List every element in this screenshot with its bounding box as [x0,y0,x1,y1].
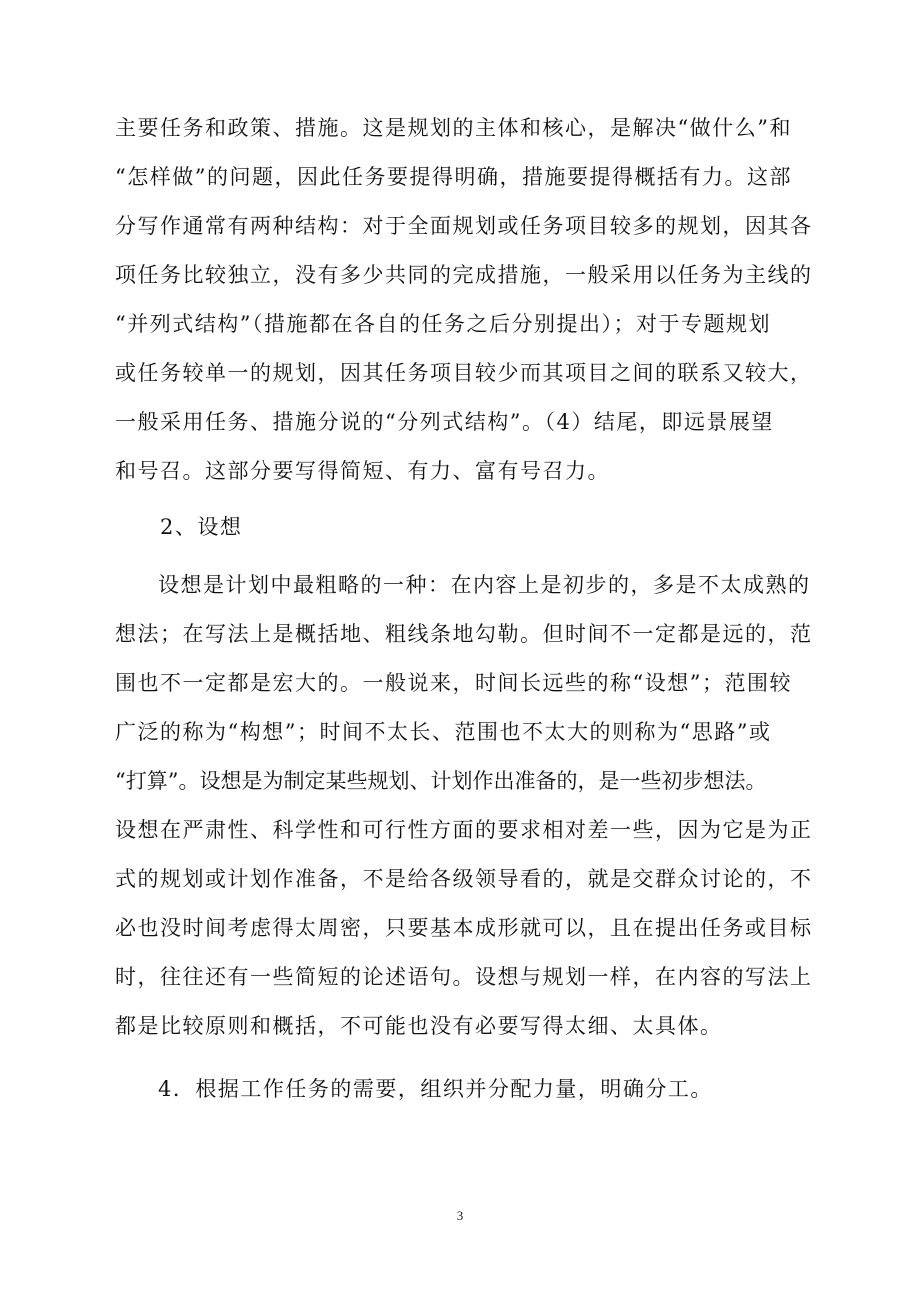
text-line: “怎样做”的问题，因此任务要提得明确，措施要提得概括有力。这部 [115,165,792,189]
text-line: 式的规划或计划作准备，不是给各级领导看的，就是交群众讨论的，不 [115,867,813,891]
paragraph-first-line: 设想是计划中最粗略的一种：在内容上是初步的，多是不太成熟的 [158,573,811,597]
text-line: 必也没时间考虑得太周密，只要基本成形就可以，且在提出任务或目标 [115,916,813,940]
page-number: 3 [456,1208,464,1223]
text-line: 想法；在写法上是概括地、粗线条地勾勒。但时间不一定都是远的，范 [115,622,813,646]
text-line: 主要任务和政策、措施。这是规划的主体和核心，是解决“做什么”和 [115,116,792,140]
text-line: 项任务比较独立，没有多少共同的完成措施，一般采用以任务为主线的 [115,263,813,287]
text-line: 设想在严肃性、科学性和可行性方面的要求相对差一些，因为它是为正 [115,818,813,842]
text-line: 都是比较原则和概括，不可能也没有必要写得太细、太具体。 [115,1014,723,1038]
numbered-item: 4．根据工作任务的需要，组织并分配力量，明确分工。 [158,1077,713,1101]
text-line: 围也不一定都是宏大的。一般说来，时间长远些的称“设想”；范围较 [115,671,792,695]
section-heading: 2、设想 [160,515,243,539]
text-line: 分写作通常有两种结构：对于全面规划或任务项目较多的规划，因其各 [115,214,813,238]
text-line: 和号召。这部分要写得简短、有力、富有号召力。 [115,459,610,483]
text-line: 一般采用任务、措施分说的“分列式结构”。（4）结尾，即远景展望 [115,410,774,434]
text-line: “并列式结构”（措施都在各自的任务之后分别提出）；对于专题规划 [115,312,771,336]
text-line: 或任务较单一的规划，因其任务项目较少而其项目之间的联系又较大， [115,361,813,385]
text-line: 广泛的称为“构想”；时间不太长、范围也不太大的则称为“思路”或 [115,720,772,744]
text-line: “打算”。设想是为制定某些规划、计划作出准备的，是一些初步想法。 [115,769,767,793]
text-line: 时，往往还有一些简短的论述语句。设想与规划一样，在内容的写法上 [115,965,813,989]
